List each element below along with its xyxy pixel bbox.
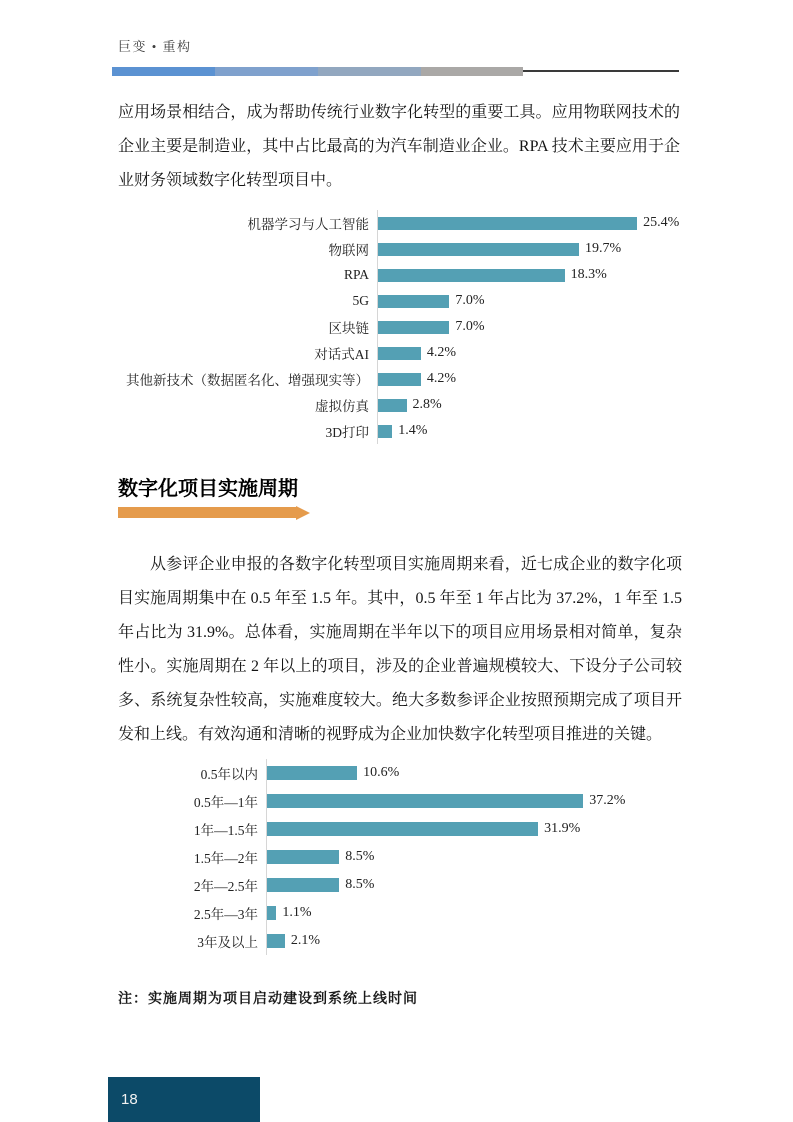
category-label: 2.5年—3年 — [193, 907, 258, 922]
value-label: 2.1% — [290, 933, 321, 948]
category-label: 0.5年—1年 — [193, 795, 258, 810]
bar-area — [266, 815, 680, 843]
implementation-period-bar-chart — [118, 759, 680, 955]
value-label: 1.1% — [282, 905, 312, 920]
chart-row — [118, 815, 680, 843]
value-label: 8.5% — [345, 849, 375, 864]
value-label: 10.6% — [363, 765, 400, 780]
category-label: 机器学习与人工智能 — [247, 217, 369, 232]
bar-area — [266, 927, 680, 955]
chart-row — [118, 418, 680, 444]
decoration-segment-blue — [112, 67, 215, 76]
category-label: RPA — [343, 267, 369, 282]
page-number-block — [108, 1077, 260, 1122]
category-label: 区块链 — [328, 321, 369, 336]
chart-row — [118, 787, 680, 815]
bar-area — [377, 366, 680, 392]
chart-row — [118, 288, 680, 314]
value-label: 4.2% — [426, 371, 456, 386]
value-label: 8.5% — [345, 877, 375, 892]
section-paragraph: 从参评企业申报的各数字化转型项目实施周期来看，近七成企业的数字化项目实施周期集中在 0.5 年至 1.5 年。其中，0.5 年至 1 年占比为 37.2%，1 年至 1.5 年占比为 31.9%。总体看，实施周期在半年以下的项目应用场景相对简单，复杂性小。实施周期在 2 年以上的项目，涉及的企业普遍规模较大、下设分子公司较多、系统复杂性较高，实施难度较大。绝大多数参评企业按照预期完成了项目开发和上线。有效沟通和清晰的视野成为企业加快数字化转型项目推进的关键。 — [118, 556, 682, 743]
value-label: 7.0% — [455, 319, 485, 334]
bar — [267, 794, 583, 808]
bar — [378, 269, 565, 282]
page-header-title: 巨变 • 重构 — [118, 39, 192, 54]
value-label: 31.9% — [544, 821, 581, 836]
bar — [267, 822, 538, 836]
value-label: 19.7% — [584, 241, 622, 256]
category-label: 0.5年以内 — [200, 767, 258, 782]
chart-row — [118, 871, 680, 899]
value-label: 4.2% — [426, 345, 456, 360]
bar — [378, 347, 421, 360]
bar — [267, 850, 339, 864]
bar — [378, 243, 579, 256]
bar — [267, 906, 276, 920]
value-label: 37.2% — [589, 793, 626, 808]
chart-row — [118, 314, 680, 340]
chart-row — [118, 759, 680, 787]
bar-area — [266, 843, 680, 871]
chart-note: 注：实施周期为项目启动建设到系统上线时间 — [118, 992, 418, 1007]
section-title: 数字化项目实施周期 — [118, 478, 298, 500]
intro-paragraph: 应用场景相结合，成为帮助传统行业数字化转型的重要工具。应用物联网技术的企业主要是制造业，其中占比最高的为汽车制造业企业。RPA 技术主要应用于企业财务领域数字化转型项目中。 — [118, 104, 680, 189]
bar-area — [377, 314, 680, 340]
bar-area — [266, 899, 680, 927]
bar-area — [266, 759, 680, 787]
value-label: 7.0% — [455, 293, 485, 308]
chart-row — [118, 392, 680, 418]
bar — [378, 321, 449, 334]
bar-area — [377, 210, 680, 236]
bar-area — [377, 288, 680, 314]
bar-area — [266, 787, 680, 815]
bar — [267, 878, 339, 892]
category-label: 虚拟仿真 — [315, 399, 369, 414]
bar — [378, 399, 407, 412]
bar-area — [377, 236, 680, 262]
category-label: 3年及以上 — [197, 935, 258, 950]
bar-area — [377, 392, 680, 418]
category-label: 其他新技术（数据匿名化、增强现实等） — [126, 373, 369, 388]
category-label: 1.5年—2年 — [193, 851, 258, 866]
category-label: 物联网 — [328, 243, 369, 258]
bar — [378, 373, 421, 386]
bar — [378, 425, 392, 438]
chart-row — [118, 366, 680, 392]
value-label: 18.3% — [570, 267, 607, 282]
chart-row — [118, 262, 680, 288]
chart-row — [118, 927, 680, 955]
section-arrow-decoration — [118, 507, 296, 518]
chart-row — [118, 236, 680, 262]
bar — [378, 295, 449, 308]
bar-area — [377, 262, 680, 288]
category-label: 2年—2.5年 — [193, 879, 258, 894]
category-label: 3D打印 — [325, 425, 369, 440]
value-label: 1.4% — [398, 423, 428, 438]
bar-area — [377, 418, 680, 444]
chart-row — [118, 340, 680, 366]
value-label: 25.4% — [643, 215, 680, 230]
bar — [267, 766, 357, 780]
header-decoration-bar — [112, 67, 679, 76]
chart-row — [118, 899, 680, 927]
bar-area — [266, 871, 680, 899]
category-label: 5G — [352, 293, 369, 308]
decoration-rule-line — [523, 70, 679, 72]
bar-area — [377, 340, 680, 366]
page-number: 18 — [121, 1091, 138, 1108]
bar — [378, 217, 637, 230]
bar — [267, 934, 285, 948]
decoration-segment-medium-blue — [215, 67, 318, 76]
decoration-segment-gray — [421, 67, 523, 76]
decoration-segment-gray-blue — [318, 67, 421, 76]
category-label: 对话式AI — [314, 347, 369, 362]
value-label: 2.8% — [412, 397, 442, 412]
chart-row — [118, 210, 680, 236]
chart-row — [118, 843, 680, 871]
category-label: 1年—1.5年 — [193, 823, 258, 838]
technology-bar-chart — [118, 210, 680, 444]
